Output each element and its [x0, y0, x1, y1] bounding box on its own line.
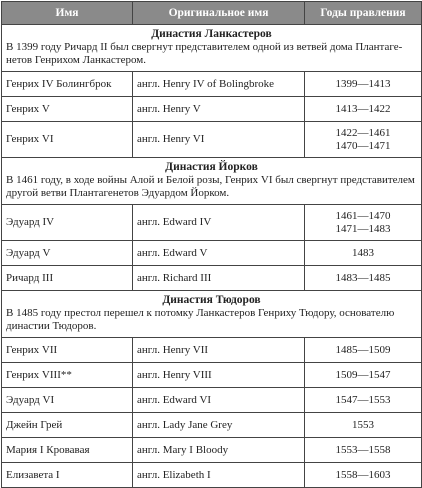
- ruler-original-name: англ. Richard III: [133, 266, 305, 291]
- ruler-name: Мария I Кровавая: [2, 438, 133, 463]
- header-name: Имя: [2, 2, 133, 25]
- ruler-name: Елизавета I: [2, 463, 133, 488]
- table-row: [2, 363, 422, 388]
- ruler-years: [305, 388, 422, 413]
- table-row: [2, 438, 422, 463]
- dynasty-row: [2, 25, 422, 72]
- table-row: [2, 72, 422, 97]
- ruler-original-name: англ. Elizabeth I: [133, 463, 305, 488]
- ruler-years: [305, 438, 422, 463]
- ruler-years: [305, 241, 422, 266]
- ruler-original-name: англ. Edward IV: [133, 205, 305, 241]
- dynasty-cell: [2, 291, 422, 338]
- header-years: Годы правления: [305, 2, 422, 25]
- reign-period: 1483: [352, 246, 374, 259]
- reign-period: 1483—1485: [335, 271, 391, 284]
- ruler-name: Эдуард IV: [2, 205, 133, 241]
- ruler-name: Ричард III: [2, 266, 133, 291]
- reign-period: 1461—1470: [335, 209, 391, 222]
- dynasty-title: Династия Тюдоров: [162, 294, 261, 306]
- reign-period: 1399—1413: [335, 77, 391, 90]
- ruler-years: [305, 122, 422, 158]
- reign-period: 1547—1553: [335, 393, 391, 406]
- header-original-name: Оригинальное имя: [133, 2, 305, 25]
- table-body: [2, 25, 422, 488]
- dynasty-title: Династия Ланкастеров: [151, 28, 272, 40]
- table-row: [2, 205, 422, 241]
- dynasty-row: [2, 291, 422, 338]
- dynasty-description: В 1399 году Ричард II был свергнут представителем одной из ветвей дома Плантаге-нетов Генрихом Ланкастером.: [6, 41, 403, 66]
- ruler-name: Генрих VI: [2, 122, 133, 158]
- dynasty-row: [2, 158, 422, 205]
- reign-period: 1509—1547: [335, 368, 391, 381]
- ruler-name: Генрих VIII**: [2, 363, 133, 388]
- reign-period: 1553—1558: [335, 443, 391, 456]
- ruler-original-name: англ. Henry IV of Bolingbroke: [133, 72, 305, 97]
- reign-period: 1470—1471: [335, 139, 391, 152]
- ruler-years: [305, 413, 422, 438]
- ruler-original-name: англ. Henry VIII: [133, 363, 305, 388]
- ruler-original-name: англ. Lady Jane Grey: [133, 413, 305, 438]
- reign-period: 1413—1422: [335, 102, 391, 115]
- dynasty-cell: [2, 25, 422, 72]
- table-row: [2, 388, 422, 413]
- ruler-name: Генрих IV Болингброк: [2, 72, 133, 97]
- reign-period: 1471—1483: [335, 222, 391, 235]
- ruler-years: [305, 97, 422, 122]
- dynasty-title: Династия Йорков: [165, 161, 258, 173]
- ruler-original-name: англ. Henry VI: [133, 122, 305, 158]
- ruler-years: [305, 205, 422, 241]
- reign-period: 1558—1603: [335, 468, 391, 481]
- ruler-original-name: англ. Henry VII: [133, 338, 305, 363]
- document-page: [1, 1, 421, 481]
- ruler-original-name: англ. Mary I Bloody: [133, 438, 305, 463]
- ruler-years: [305, 266, 422, 291]
- ruler-name: Генрих VII: [2, 338, 133, 363]
- dynasty-description: В 1461 году, в ходе войны Алой и Белой розы, Генрих VI был свергнут представителем другой ветви Плантагенетов Эдуардом Йорком.: [6, 174, 415, 199]
- table-row: [2, 122, 422, 158]
- ruler-years: [305, 463, 422, 488]
- table-row: [2, 241, 422, 266]
- table-row: [2, 413, 422, 438]
- dynasty-description: В 1485 году престол перешел к потомку Ланкастеров Генриху Тюдору, основателю династии Тюдоров.: [6, 307, 395, 332]
- table-row: [2, 463, 422, 488]
- ruler-years: [305, 363, 422, 388]
- rulers-table: [1, 1, 422, 488]
- ruler-original-name: англ. Edward VI: [133, 388, 305, 413]
- dynasty-cell: [2, 158, 422, 205]
- ruler-original-name: англ. Henry V: [133, 97, 305, 122]
- ruler-name: Эдуард VI: [2, 388, 133, 413]
- ruler-name: Эдуард V: [2, 241, 133, 266]
- ruler-years: [305, 72, 422, 97]
- table-row: [2, 97, 422, 122]
- reign-period: 1553: [352, 418, 374, 431]
- table-row: [2, 266, 422, 291]
- header-row: [2, 2, 422, 25]
- table-row: [2, 338, 422, 363]
- ruler-years: [305, 338, 422, 363]
- ruler-name: Джейн Грей: [2, 413, 133, 438]
- ruler-name: Генрих V: [2, 97, 133, 122]
- reign-period: 1485—1509: [335, 343, 391, 356]
- reign-period: 1422—1461: [335, 126, 391, 139]
- ruler-original-name: англ. Edward V: [133, 241, 305, 266]
